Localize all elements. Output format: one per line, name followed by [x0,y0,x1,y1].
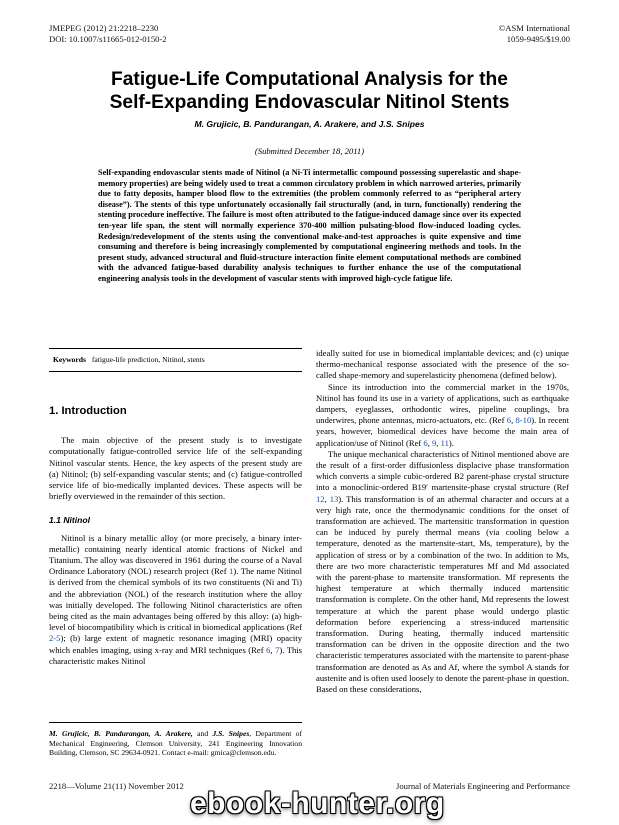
reference-link[interactable]: 9 [432,437,437,448]
subsection-heading-nitinol: 1.1 Nitinol [49,515,91,526]
journal-header-left [49,23,167,44]
text-span: ); (b) large extent of magnetic resonance imaging (MRI) opacity which enables imaging, using x-ray and MRI techniques (Ref [49,633,302,655]
affiliation-names: M. Grujicic, B. Pandurangan, A. Arakere, [49,729,193,738]
reference-link[interactable]: 8-10 [515,415,532,426]
paragraph-continued: ideally suited for use in biomedical implantable devices; and (c) unique thermo-mechanical response associated with the presence of the so-called shape-memory and superelasticity phenomena (defined below). [316,348,569,381]
footer-volume: 2218—Volume 21(11) November 2012 [49,781,184,791]
text-span: ). In recent years, however, biomedical devices have become the main area of application/use of Nitinol (Ref [316,415,569,448]
author-list: M. Grujicic, B. Pandurangan, A. Arakere, and J.S. Snipes [194,119,425,129]
reference-link[interactable]: 12 [316,493,325,504]
abstract: Self-expanding endovascular stents made of Nitinol (a Ni-Ti intermetallic compound possessing superelastic and shape-memory properties) are being widely used to treat a common circulatory problem in which narrowed arteries, primarily due to fatty deposits, hamper blood flow to the extremities (the problem commonly referred to as “peripheral artery disease”). The stents of this type unfortunately occasionally fail structurally (and, in turn, functionally) rendering the stenting procedure ineffective. The failure is most often attributed to the fatigue-induced damage since over its expected ten-year life span, the stent will normally experience 370-400 million pulsating-blood flow-induced loading cycles. Redesign/redevelopment of the stents using the conventional make-and-test approaches is quite expensive and time consuming and therefore is being increasingly complemented by computational engineering methods and tools. In the present study, advanced structural and fluid-structure interaction finite element computational methods are combined with the advanced fatigue-based durability analysis techniques to further enhance the use of the computational engineering analysis tools in the development of vascular stents with improved high-cycle fatigue life. [98,168,521,283]
paper-title [40,68,579,114]
reference-link[interactable]: 7 [275,644,280,655]
right-column [316,348,569,695]
text-span: Nitinol is a binary metallic alloy (or more precisely, a binary inter-metallic) containing nearly identical atomic fractions of Nickel and Titanium. The alloy was discovered in 1961 during the course of a Naval Ordinance Laboratory (NOL) research project (Ref [49,532,302,577]
watermark: ebook-hunter.org [190,787,445,820]
affiliation-and: and [192,729,213,738]
text-span: ). This characteristic makes Nitinol [49,644,303,666]
applications-paragraph [316,382,569,449]
transformation-paragraph [316,449,569,695]
text-span: , [270,644,276,655]
journal-citation: JMEPEG (2012) 21:2218–2230 [49,23,159,33]
section-heading-introduction: 1. Introduction [49,405,127,417]
reference-link[interactable]: 6 [266,644,271,655]
affiliation-text: , Department of Mechanical Engineering, Clemson University, 241 Engineering Innovation Building, Clemson, SC 29634-0921. Contact e-mail: gmica@clemson.edu. [49,729,302,758]
keywords-value: fatigue-life prediction, Nitinol, stents [91,355,205,364]
reference-link[interactable]: 6 [423,437,428,448]
keywords-label: Keywords [53,355,86,364]
left-column [49,406,302,667]
footer-journal: Journal of Materials Engineering and Performance [396,781,570,791]
doi: DOI: 10.1007/s11665-012-0150-2 [49,33,167,44]
affiliation-last-name: J.S. Snipes [212,729,250,738]
journal-header-right [499,23,570,44]
text-span: , [436,437,441,448]
text-span: , [324,493,330,504]
text-span: The unique mechanical characteristics of Nitinol mentioned above are the result of a first-order diffusionless displacive phase transformation which converts a simple cubic-ordered B2 parent-phase crystal structure into a monoclinic-ordered B19′ martensite-phase crystal structure (Ref [316,448,570,493]
text-span: , [427,437,432,448]
issn: 1059-9495/$19.00 [506,33,570,44]
text-span: ). The name Nitinol is derived from the chemical symbols of its two constituents (Ni and Ti) and the abbreviation (NOL) of the research institution where the alloy was initially developed. The following Nitinol characteristics are often being cited as the main advantages being offered by this alloy: (a) high-level of biocompatibility which is critical in biomedical applications (Ref [49,566,302,633]
reference-link[interactable]: 6 [506,415,512,426]
reference-link[interactable]: 1 [229,566,234,577]
reference-link[interactable]: 11 [440,437,449,448]
nitinol-paragraph [49,533,302,667]
text-span: ). This transformation is of an athermal character and occurs at a very high rate, once the thermodynamic conditions for the onset of transformation are achieved. The martensitic transformation in question can be induced by purely thermal means (via cooling below a temperature, denoted as the martensite-start, Ms, temperature), by the application of stress or by a combination of the two. In addition to Ms, there are two more characteristic temperatures Mf and Md associated with the parent-phase to martensite transformation. Mf represents the highest temperature at which thermally induced martensitic transformation is complete. On the other hand, Md represents the lowest temperature at which the parent phase would undergo plastic deformation before experiencing a stress-induced martensitic transformation. During heating, thermally induced martensitic transformation can be driven in the opposite direction and the two characteristic temperatures associated with the martensite to parent-phase transformation are denoted as As and Af, where the symbol A stands for austenite and is often used loosely to denote the parent-phase in question. Based on these considerations, [316,493,569,695]
reference-link[interactable]: 2-5 [49,633,61,644]
paper-title-line-1: Fatigue-Life Computational Analysis for the [111,69,508,90]
keywords-box [49,348,302,372]
submission-date: (Submitted December 18, 2011) [254,146,365,156]
publisher: ©ASM International [498,23,570,33]
paper-title-line-2: Self-Expanding Endovascular Nitinol Stents [109,92,510,113]
text-span: ). [448,437,454,448]
reference-link[interactable]: 13 [329,493,339,504]
text-span: Since its introduction into the commercial market in the 1970s, Nitinol has found its use in a variety of applications, such as earthquake dampers, eyeglasses, orthodontic wires, pipeline couplings, bra underwires, phone antennas, micro-actuators, etc. (Ref [316,381,569,426]
intro-paragraph: The main objective of the present study is to investigate computationally fatigue-controlled service life of the self-expanding Nitinol vascular stents. Hence, the key aspects of the present study are (a) Nitinol; (b) self-expanding vascular stents; and (c) fatigue-controlled service life of bio-medically implanted devices. These aspects will be briefly overviewed in the remainder of this section. [49,435,302,502]
text-span: , [511,415,516,426]
author-affiliation [49,722,302,758]
